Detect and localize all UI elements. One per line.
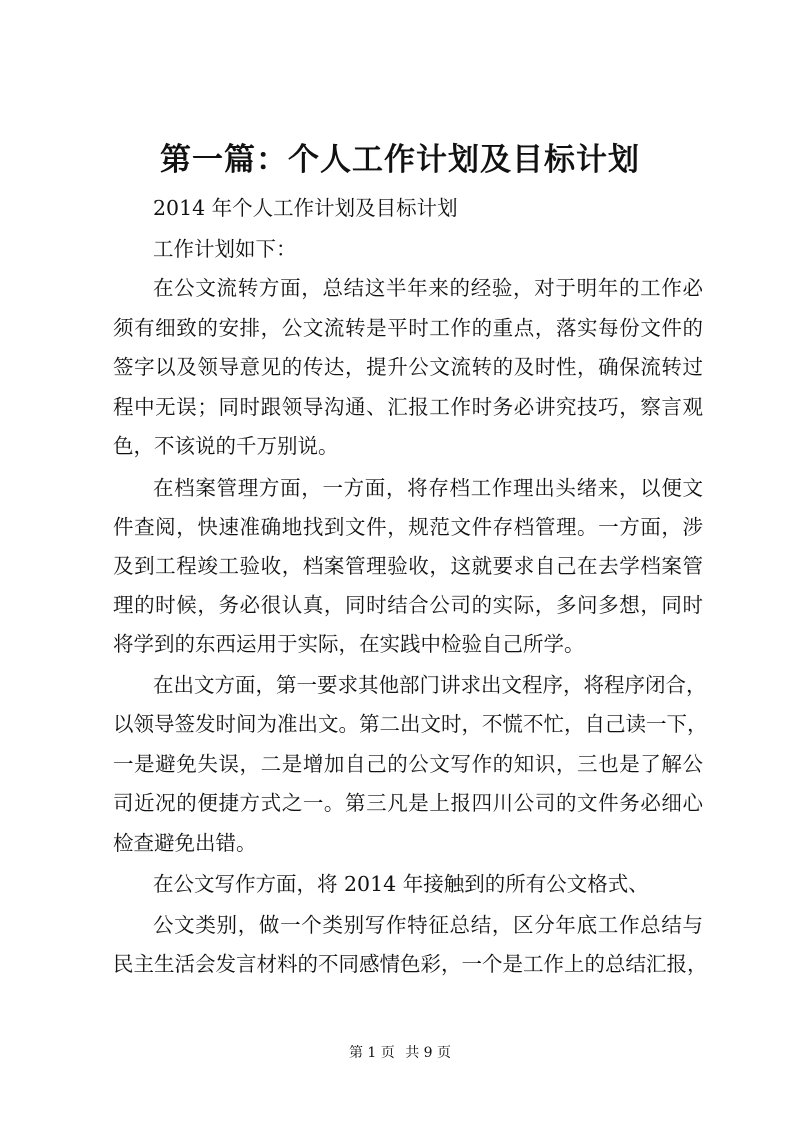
text-line: 在公文流转方面，总结这半年来的经验，对于明年的工作必: [153, 276, 703, 300]
text-line: 签字以及领导意见的传达，提升公文流转的及时性，确保流转过: [113, 355, 703, 379]
text-line: 2014 年个人工作计划及目标计划: [153, 196, 458, 220]
page-number: 第 1 页: [348, 1045, 395, 1061]
page-footer: [0, 1043, 800, 1063]
text-line: 须有细致的安排，公文流转是平时工作的重点，落实每份文件的: [113, 316, 703, 340]
text-line: 将学到的东西运用于实际，在实践中检验自己所学。: [113, 632, 585, 656]
document-title: 第一篇：个人工作计划及目标计划: [160, 142, 640, 178]
text-line: 程中无误；同时跟领导沟通、汇报工作时务必讲究技巧，察言观: [113, 395, 703, 419]
text-line: 一是避免失误，二是增加自己的公文写作的知识，三也是了解公: [113, 752, 703, 776]
text-line: 工作计划如下：: [153, 237, 297, 261]
page-total: 共 9 页: [405, 1045, 452, 1061]
text-line: 及到工程竣工验收，档案管理验收，这就要求自己在去学档案管: [113, 554, 703, 578]
text-line: 件查阅，快速准确地找到文件，规范文件存档管理。一方面，涉: [113, 515, 703, 539]
text-line: 公文类别，做一个类别写作特征总结，区分年底工作总结与: [153, 913, 703, 937]
text-line: 司近况的便捷方式之一。第三凡是上报四川公司的文件务必细心: [113, 791, 703, 815]
text-line: 以领导签发时间为准出文。第二出文时，不慌不忙，自己读一下，: [113, 712, 708, 736]
text-line: 在档案管理方面，一方面，将存档工作理出头绪来，以便文: [153, 476, 703, 500]
text-line: 在出文方面，第一要求其他部门讲求出文程序，将程序闭合，: [153, 673, 707, 697]
text-line: 检查避免出错。: [113, 831, 257, 855]
text-line: 理的时候，务必很认真，同时结合公司的实际，多问多想，同时: [113, 593, 703, 617]
text-line: 在公文写作方面，将 2014 年接触到的所有公文格式、: [153, 872, 649, 896]
text-line: 色，不该说的千万别说。: [113, 434, 339, 458]
text-line: 民主生活会发言材料的不同感情色彩，一个是工作上的总结汇报，: [113, 952, 708, 976]
